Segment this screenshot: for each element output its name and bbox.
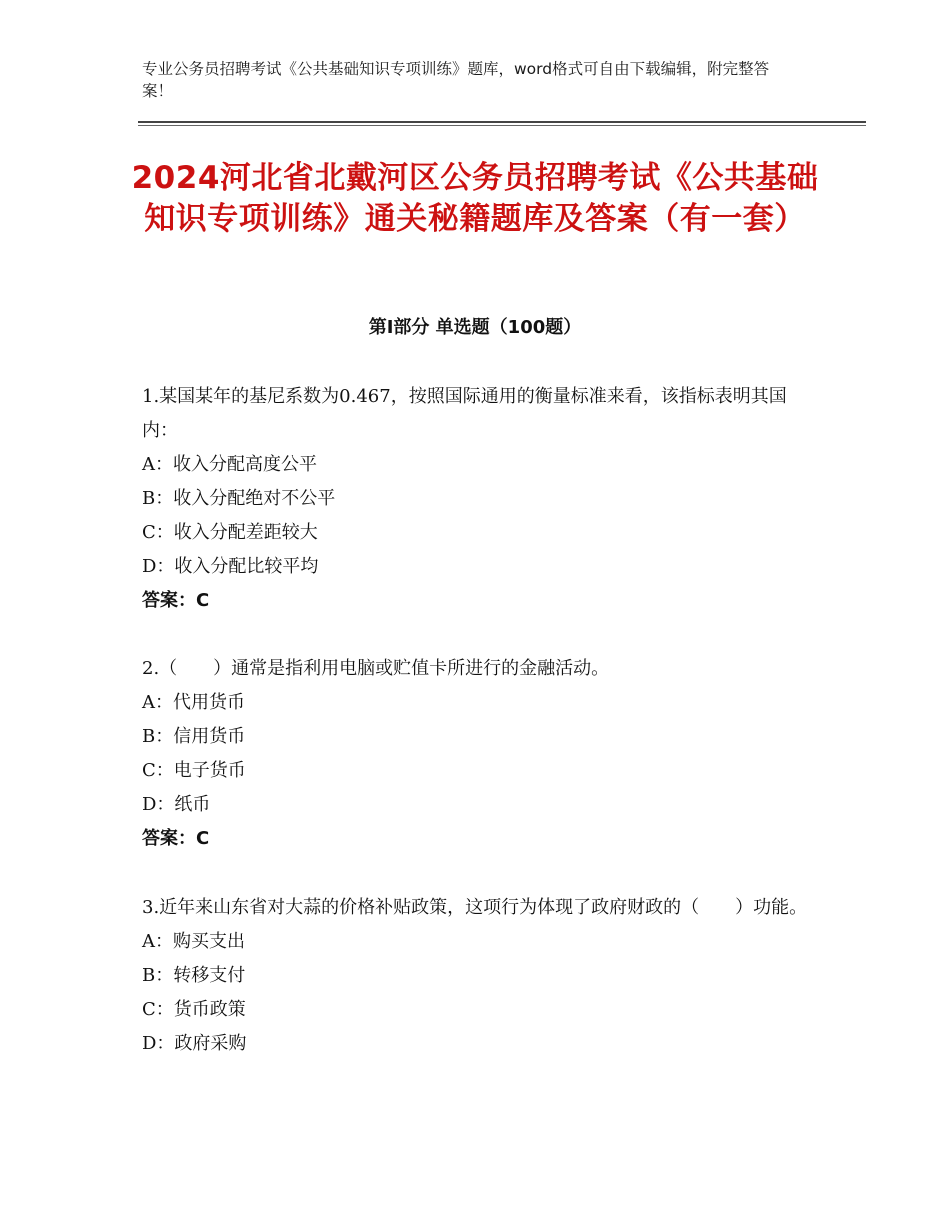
question-stem: 1.某国某年的基尼系数为0.467，按照国际通用的衡量标准来看，该指标表明其国内：	[142, 386, 787, 441]
option-a: A：购买支出	[142, 931, 245, 952]
header-rule-thin	[138, 125, 866, 126]
option-a: A：代用货币	[142, 692, 245, 713]
option-b: B：转移支付	[142, 965, 246, 986]
question-3	[142, 891, 822, 1061]
option-a: A：收入分配高度公平	[142, 454, 317, 475]
header-rule-thick	[138, 121, 866, 123]
option-d: D：政府采购	[142, 1033, 247, 1054]
document-title: 2024河北省北戴河区公务员招聘考试《公共基础知识专项训练》通关秘籍题库及答案（有一套）	[131, 160, 819, 237]
question-stem: 3.近年来山东省对大蒜的价格补贴政策，这项行为体现了政府财政的（ ）功能。	[142, 897, 808, 918]
section-heading: 第I部分 单选题（100题）	[368, 317, 582, 338]
option-c: C：货币政策	[142, 999, 246, 1020]
answer: 答案：C	[142, 590, 210, 611]
question-2	[142, 652, 822, 856]
header-note: 专业公务员招聘考试《公共基础知识专项训练》题库，word格式可自由下载编辑，附完整答案！	[142, 60, 770, 100]
option-b: B：信用货币	[142, 726, 246, 747]
option-d: D：纸币	[142, 794, 211, 815]
option-c: C：电子货币	[142, 760, 246, 781]
option-b: B：收入分配绝对不公平	[142, 488, 336, 509]
answer: 答案：C	[142, 828, 210, 849]
option-d: D：收入分配比较平均	[142, 556, 319, 577]
question-stem: 2.（ ）通常是指利用电脑或贮值卡所进行的金融活动。	[142, 658, 610, 679]
option-c: C：收入分配差距较大	[142, 522, 318, 543]
question-1	[142, 380, 822, 618]
